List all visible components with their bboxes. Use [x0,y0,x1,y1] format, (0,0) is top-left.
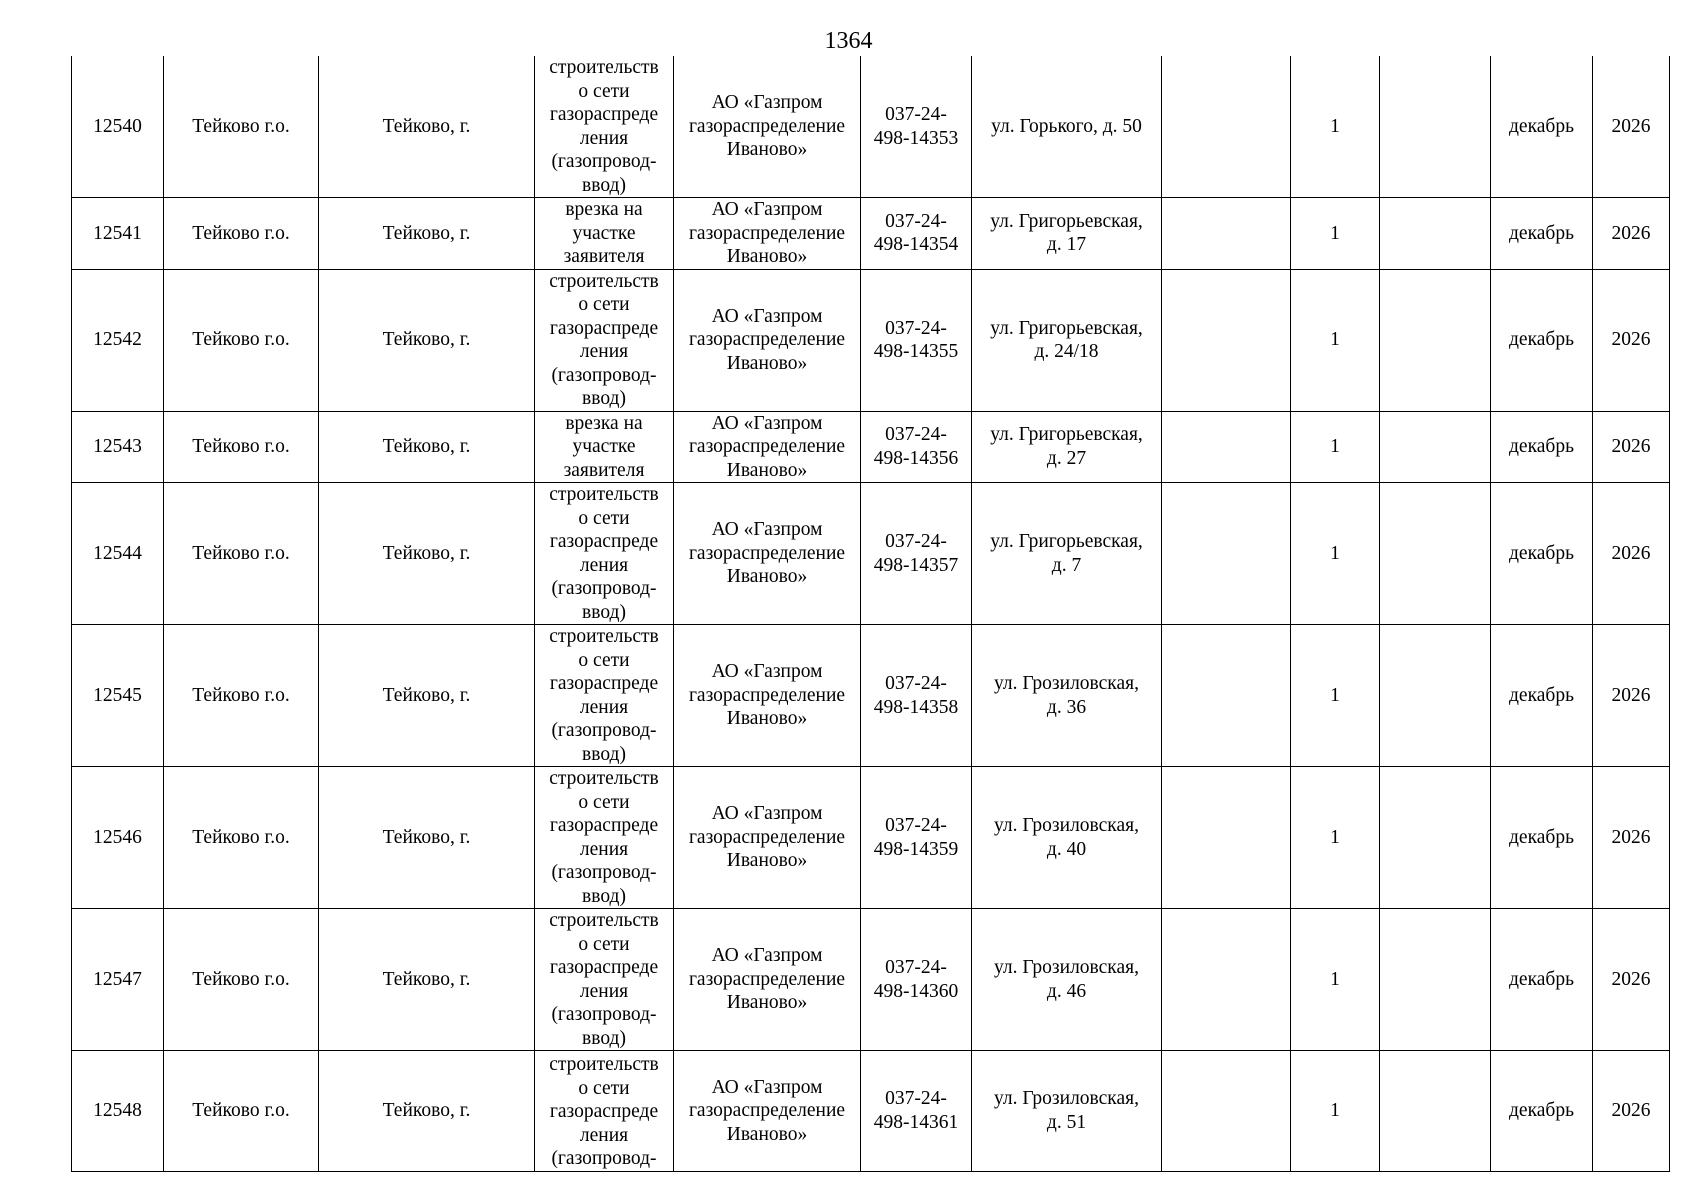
organization-cell: АО «Газпром газораспределение Иваново» [674,1051,861,1172]
district-cell: Тейково г.о. [164,198,319,270]
address-cell: ул. Грозиловская, д. 46 [972,909,1162,1051]
quantity-cell: 1 [1291,909,1380,1051]
district-cell: Тейково г.о. [164,625,319,767]
locality-cell: Тейково, г. [319,411,535,483]
district-cell: Тейково г.о. [164,1051,319,1172]
address-cell: ул. Грозиловская, д. 51 [972,1051,1162,1172]
locality-cell: Тейково, г. [319,909,535,1051]
quantity-cell: 1 [1291,1051,1380,1172]
page-number: 1364 [824,28,873,54]
empty-cell [1162,56,1291,198]
table-row [72,625,1670,767]
address-cell: ул. Горького, д. 50 [972,56,1162,198]
year-cell: 2026 [1593,269,1670,411]
month-cell: декабрь [1491,56,1593,198]
organization-cell: АО «Газпром газораспределение Иваново» [674,767,861,909]
table-row [72,767,1670,909]
row-number: 12545 [72,625,164,767]
quantity-cell: 1 [1291,198,1380,270]
empty-cell [1162,625,1291,767]
work-type-cell: строительств о сети газораспреде ления (газопровод- ввод) [535,625,674,767]
quantity-cell: 1 [1291,411,1380,483]
row-number: 12544 [72,483,164,625]
organization-cell: АО «Газпром газораспределение Иваново» [674,198,861,270]
address-cell: ул. Григорьевская, д. 17 [972,198,1162,270]
district-cell: Тейково г.о. [164,269,319,411]
empty-cell [1162,269,1291,411]
organization-cell: АО «Газпром газораспределение Иваново» [674,483,861,625]
work-type-cell: строительств о сети газораспреде ления (газопровод- ввод) [535,767,674,909]
district-cell: Тейково г.о. [164,483,319,625]
locality-cell: Тейково, г. [319,56,535,198]
empty-cell [1380,767,1491,909]
row-number: 12543 [72,411,164,483]
address-cell: ул. Григорьевская, д. 27 [972,411,1162,483]
year-cell: 2026 [1593,625,1670,767]
table-row [72,411,1670,483]
month-cell: декабрь [1491,1051,1593,1172]
locality-cell: Тейково, г. [319,625,535,767]
month-cell: декабрь [1491,198,1593,270]
address-cell: ул. Грозиловская, д. 40 [972,767,1162,909]
organization-cell: АО «Газпром газораспределение Иваново» [674,269,861,411]
empty-cell [1380,269,1491,411]
address-cell: ул. Григорьевская, д. 7 [972,483,1162,625]
year-cell: 2026 [1593,411,1670,483]
month-cell: декабрь [1491,411,1593,483]
quantity-cell: 1 [1291,625,1380,767]
empty-cell [1380,625,1491,767]
row-number: 12548 [72,1051,164,1172]
work-type-cell: врезка на участке заявителя [535,198,674,270]
code-cell: 037-24- 498-14353 [861,56,972,198]
code-cell: 037-24- 498-14358 [861,625,972,767]
organization-cell: АО «Газпром газораспределение Иваново» [674,56,861,198]
month-cell: декабрь [1491,269,1593,411]
organization-cell: АО «Газпром газораспределение Иваново» [674,909,861,1051]
locality-cell: Тейково, г. [319,1051,535,1172]
empty-cell [1162,1051,1291,1172]
district-cell: Тейково г.о. [164,909,319,1051]
address-cell: ул. Григорьевская, д. 24/18 [972,269,1162,411]
locality-cell: Тейково, г. [319,767,535,909]
table-row [72,56,1670,198]
empty-cell [1380,56,1491,198]
row-number: 12546 [72,767,164,909]
work-type-cell: строительств о сети газораспреде ления (газопровод- ввод) [535,909,674,1051]
month-cell: декабрь [1491,909,1593,1051]
code-cell: 037-24- 498-14356 [861,411,972,483]
locality-cell: Тейково, г. [319,483,535,625]
empty-cell [1162,411,1291,483]
locality-cell: Тейково, г. [319,269,535,411]
month-cell: декабрь [1491,483,1593,625]
organization-cell: АО «Газпром газораспределение Иваново» [674,625,861,767]
district-cell: Тейково г.о. [164,56,319,198]
code-cell: 037-24- 498-14360 [861,909,972,1051]
empty-cell [1380,1051,1491,1172]
year-cell: 2026 [1593,1051,1670,1172]
quantity-cell: 1 [1291,269,1380,411]
table-row [72,909,1670,1051]
table-row [72,198,1670,270]
code-cell: 037-24- 498-14355 [861,269,972,411]
month-cell: декабрь [1491,625,1593,767]
work-type-cell: врезка на участке заявителя [535,411,674,483]
empty-cell [1380,411,1491,483]
code-cell: 037-24- 498-14359 [861,767,972,909]
empty-cell [1380,483,1491,625]
gasification-table [71,56,1670,1172]
row-number: 12547 [72,909,164,1051]
code-cell: 037-24- 498-14357 [861,483,972,625]
row-number: 12542 [72,269,164,411]
empty-cell [1162,767,1291,909]
address-cell: ул. Грозиловская, д. 36 [972,625,1162,767]
code-cell: 037-24- 498-14354 [861,198,972,270]
year-cell: 2026 [1593,198,1670,270]
year-cell: 2026 [1593,767,1670,909]
row-number: 12540 [72,56,164,198]
work-type-cell: строительств о сети газораспреде ления (газопровод- [535,1051,674,1172]
row-number: 12541 [72,198,164,270]
year-cell: 2026 [1593,483,1670,625]
code-cell: 037-24- 498-14361 [861,1051,972,1172]
table-row [72,483,1670,625]
district-cell: Тейково г.о. [164,411,319,483]
locality-cell: Тейково, г. [319,198,535,270]
work-type-cell: строительств о сети газораспреде ления (газопровод- ввод) [535,483,674,625]
empty-cell [1162,198,1291,270]
empty-cell [1162,909,1291,1051]
empty-cell [1162,483,1291,625]
year-cell: 2026 [1593,56,1670,198]
district-cell: Тейково г.о. [164,767,319,909]
table-row [72,269,1670,411]
work-type-cell: строительств о сети газораспреде ления (газопровод- ввод) [535,269,674,411]
empty-cell [1380,909,1491,1051]
work-type-cell: строительств о сети газораспреде ления (газопровод- ввод) [535,56,674,198]
quantity-cell: 1 [1291,767,1380,909]
quantity-cell: 1 [1291,56,1380,198]
organization-cell: АО «Газпром газораспределение Иваново» [674,411,861,483]
table-row [72,1051,1670,1172]
year-cell: 2026 [1593,909,1670,1051]
empty-cell [1380,198,1491,270]
month-cell: декабрь [1491,767,1593,909]
quantity-cell: 1 [1291,483,1380,625]
